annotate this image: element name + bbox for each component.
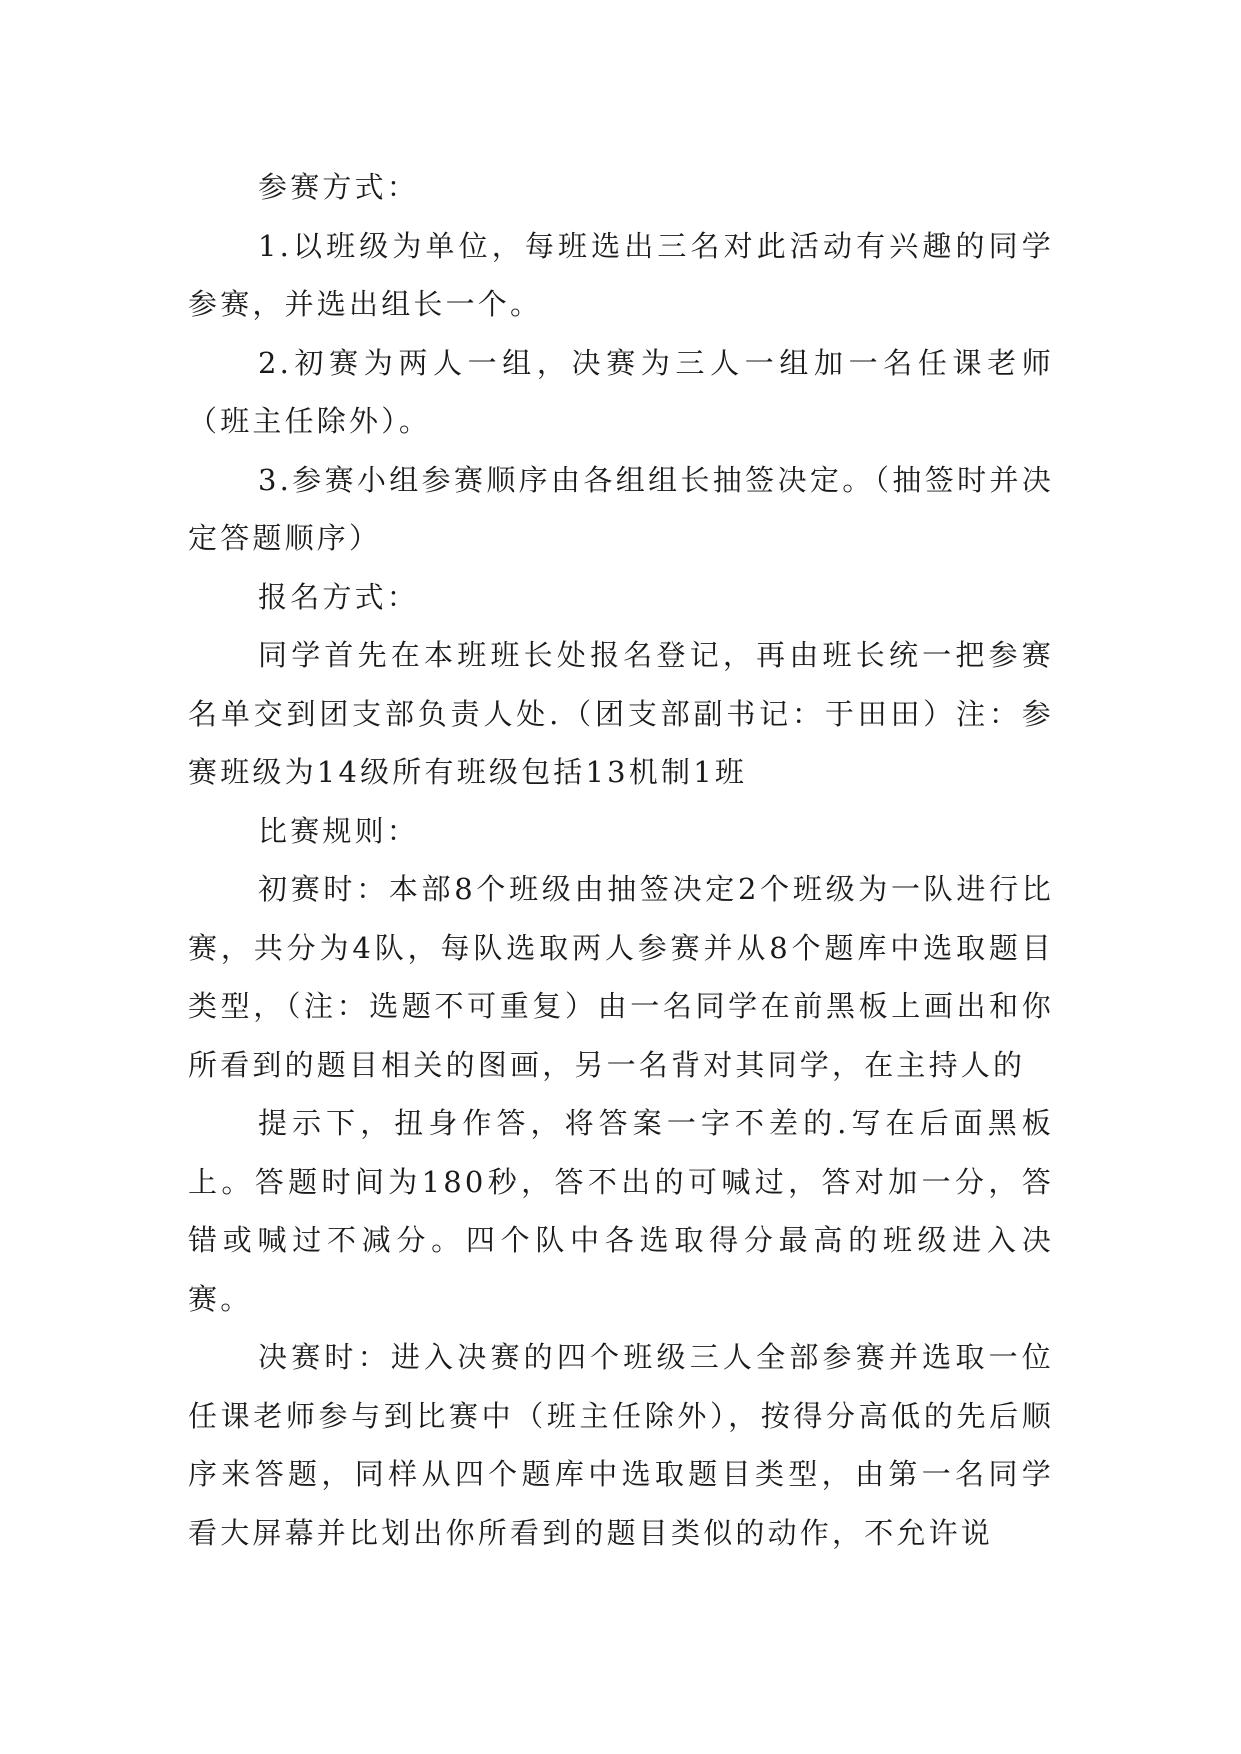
section-heading-registration: 报名方式： xyxy=(258,579,420,614)
participation-rule-3: 3.参赛小组参赛顺序由各组组长抽签决定。（抽签时并决定答题顺序） xyxy=(188,462,1054,555)
preliminary-round-text: 初赛时：本部8个班级由抽签决定2个班级为一队进行比赛，共分为4队，每队选取两人参赛并从8个题库中选取题目类型，（注：选题不可重复）由一名同学在前黑板上画出和你所看到的题目相关的图画，另一名背对其同学，在主持人的 xyxy=(188,872,1054,1082)
participation-rule-1: 1.以班级为单位，每班选出三名对此活动有兴趣的同学参赛，并选出组长一个。 xyxy=(188,228,1054,321)
final-round-text: 决赛时：进入决赛的四个班级三人全部参赛并选取一位任课老师参与到比赛中（班主任除外），按得分高低的先后顺序来答题，同样从四个题库中选取题目类型，由第一名同学看大屏幕并比划出你所看到的题目类似的动作，不允许说 xyxy=(188,1340,1054,1550)
section-heading-rules: 比赛规则： xyxy=(258,813,420,848)
participation-rule-2: 2.初赛为两人一组，决赛为三人一组加一名任课老师（班主任除外）。 xyxy=(188,345,1054,438)
section-heading-participation: 参赛方式： xyxy=(258,170,420,204)
document-body xyxy=(188,158,1054,1562)
registration-text: 同学首先在本班班长处报名登记，再由班长统一把参赛名单交到团支部负责人处.（团支部副书记：于田田）注：参赛班级为14级所有班级包括13机制1班 xyxy=(188,638,1054,789)
preliminary-round-continued: 提示下，扭身作答，将答案一字不差的.写在后面黑板上。答题时间为180秒，答不出的可喊过，答对加一分，答错或喊过不减分。四个队中各选取得分最高的班级进入决赛。 xyxy=(188,1106,1054,1316)
